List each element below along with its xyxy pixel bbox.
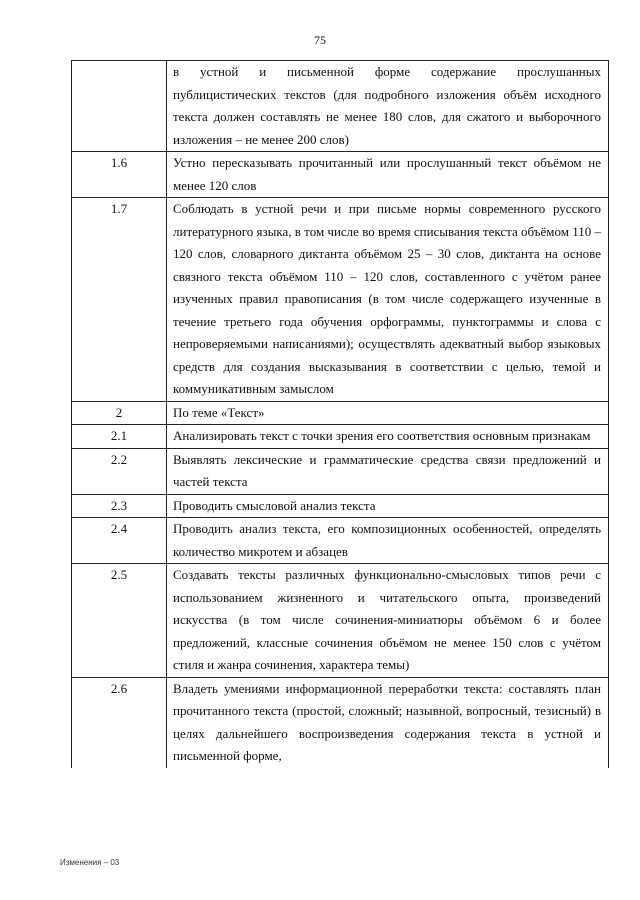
table-row	[72, 677, 609, 768]
table-row	[72, 518, 609, 564]
row-text: Анализировать текст с точки зрения его соответствия основным признакам	[167, 425, 609, 449]
row-number: 2.1	[72, 425, 167, 449]
table-row	[72, 61, 609, 152]
table-row	[72, 198, 609, 402]
row-text: Устно пересказывать прочитанный или прослушанный текст объёмом не менее 120 слов	[167, 152, 609, 198]
table-row	[72, 564, 609, 678]
row-text: По теме «Текст»	[167, 401, 609, 425]
row-number: 2	[72, 401, 167, 425]
row-number: 2.3	[72, 494, 167, 518]
table-row	[72, 425, 609, 449]
row-number: 2.6	[72, 677, 167, 768]
row-number	[72, 61, 167, 152]
row-text: Создавать тексты различных функционально-смысловых типов речи с использованием жизненного и читательского опыта, произведений искусства (в том числе сочинения-миниатюры объёмом 6 и более предложений, классные сочинения объёмом не менее 150 слов с учётом стиля и жанра сочинения, характера темы)	[167, 564, 609, 678]
row-number: 2.5	[72, 564, 167, 678]
content-table	[71, 60, 609, 768]
row-number: 2.4	[72, 518, 167, 564]
table-row	[72, 152, 609, 198]
row-number: 1.7	[72, 198, 167, 402]
row-text: Владеть умениями информационной переработки текста: составлять план прочитанного текста (простой, сложный; назывной, вопросный, тезисный) в целях дальнейшего воспроизведения содержания текста в устной и письменной форме,	[167, 677, 609, 768]
row-text: Соблюдать в устной речи и при письме нормы современного русского литературного языка, в том числе во время списывания текста объёмом 110 – 120 слов, словарного диктанта объёмом 25 – 30 слов, диктанта на основе связного текста объёмом 110 – 120 слов, составленного с учётом ранее изученных правил правописания (в том числе содержащего изученные в течение третьего года обучения орфограммы, пунктограммы и слова с непроверяемыми написаниями); осуществлять адекватный выбор языковых средств для создания высказывания в соответствии с целью, темой и коммуникативным замыслом	[167, 198, 609, 402]
row-number: 1.6	[72, 152, 167, 198]
row-text: Проводить смысловой анализ текста	[167, 494, 609, 518]
table-row	[72, 401, 609, 425]
row-number: 2.2	[72, 448, 167, 494]
row-text: Выявлять лексические и грамматические средства связи предложений и частей текста	[167, 448, 609, 494]
row-text: в устной и письменной форме содержание прослушанных публицистических текстов (для подробного изложения объём исходного текста должен составлять не менее 180 слов, для сжатого и выборочного изложения – не менее 200 слов)	[167, 61, 609, 152]
table-row	[72, 494, 609, 518]
row-text: Проводить анализ текста, его композиционных особенностей, определять количество микротем и абзацев	[167, 518, 609, 564]
footer-revision-note: Изменения – 03	[60, 858, 120, 867]
page-number: 75	[314, 33, 326, 47]
table-row	[72, 448, 609, 494]
